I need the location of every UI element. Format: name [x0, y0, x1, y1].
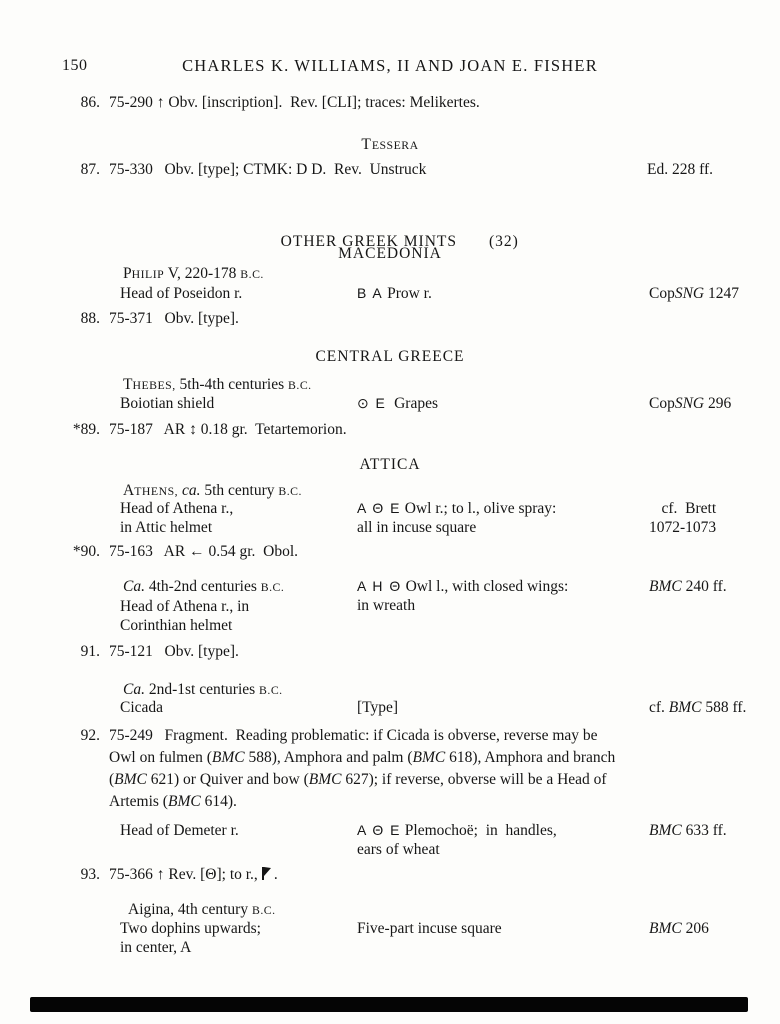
entry-number: *90. — [72, 543, 100, 560]
reverse-line: A H Θ Owl l., with closed wings: — [357, 578, 569, 595]
heading-macedonia: MACEDONIA — [338, 245, 442, 262]
scan-artifact-bar — [30, 997, 748, 1012]
obverse-line: in Attic helmet — [120, 519, 213, 536]
reverse-description — [357, 821, 649, 859]
running-title: CHARLES K. WILLIAMS, II AND JOAN E. FISHER — [182, 56, 598, 75]
entry-number: 92. — [80, 727, 100, 744]
reference: cf. BMC 588 ff. — [649, 699, 747, 716]
coin-row-aigina — [120, 919, 780, 957]
coin-row-thebes — [120, 394, 780, 413]
entry-92 — [62, 725, 780, 813]
entry-86 — [62, 93, 780, 112]
pennant-right-icon — [262, 867, 272, 880]
issuer-thebes: THEBES, 5th-4th centuries B.C. — [123, 376, 312, 393]
heading-central-greece: CENTRAL GREECE — [315, 348, 465, 365]
reverse-line: A Θ E Owl r.; to l., olive spray: — [357, 500, 557, 517]
reference — [649, 499, 780, 537]
entry-text — [109, 865, 278, 884]
obverse-description: Boiotian shield — [120, 395, 215, 412]
reverse-description: [Type] — [357, 699, 399, 716]
entry-number: 86. — [80, 94, 100, 111]
entry-reference: Ed. 228 ff. — [646, 161, 713, 178]
coin-row-athens-4th-2nd — [120, 577, 780, 635]
reverse-description: Five-part incuse square — [357, 920, 502, 937]
entry-number: 93. — [80, 866, 100, 883]
entry-88 — [62, 309, 780, 328]
reverse-description: B A Prow r. — [357, 285, 432, 302]
entry-text: 75-121 Obv. [type]. — [109, 643, 239, 660]
heading-attica: ATTICA — [359, 456, 421, 473]
entry-number: 91. — [80, 643, 100, 660]
entry-89 — [62, 420, 780, 439]
coin-row-cicada — [120, 698, 780, 717]
coin-row-athens-5th — [120, 499, 780, 537]
reference-line: cf. Brett — [661, 500, 717, 517]
heading-count: (32) — [488, 233, 519, 250]
entry-number: *89. — [72, 421, 100, 438]
obverse-description — [120, 577, 357, 635]
reference-line: 1072-1073 — [649, 519, 717, 536]
entry-text: 75-290 ↑ Obv. [inscription]. Rev. [CLI]; traces: Melikertes. — [109, 94, 480, 111]
entry-text-after: . — [273, 866, 278, 883]
reference: CopSNG 296 — [649, 395, 732, 412]
heading-title: OTHER GREEK MINTS — [280, 233, 457, 250]
entry-text: 75-163 AR ← 0.54 gr. Obol. — [109, 543, 299, 560]
coin-row-philip — [120, 284, 780, 303]
entry-93 — [62, 865, 780, 884]
entry-text: 75-371 Obv. [type]. — [109, 310, 239, 327]
entry-text: 75-330 Obv. [type]; CTMK: D D. Rev. Unstruck — [109, 161, 427, 178]
issuer-athens-5th: ATHENS, ca. 5th century B.C. — [123, 482, 302, 499]
entry-text: 75-187 AR ↕ 0.18 gr. Tetartemorion. — [109, 421, 347, 438]
entry-87 — [62, 160, 780, 179]
issuer-aigina: Aigina, 4th century B.C. — [128, 901, 276, 918]
entry-text-before: 75-366 ↑ Rev. [Θ]; to r., — [109, 866, 258, 883]
issuer-line: Ca. 4th-2nd centuries B.C. — [123, 578, 285, 595]
page-number: 150 — [62, 57, 88, 74]
obverse-line: Head of Athena r., — [120, 500, 234, 517]
entry-number: 88. — [80, 310, 100, 327]
issuer-athens-2nd-1st: Ca. 2nd-1st centuries B.C. — [123, 681, 283, 698]
reverse-description — [357, 577, 649, 615]
reference: BMC 206 — [649, 920, 709, 937]
reverse-line: A Θ E Plemochoë; in handles, — [357, 822, 557, 839]
reverse-line: in wreath — [357, 597, 416, 614]
reference: CopSNG 1247 — [649, 285, 740, 302]
obverse-line: in center, A — [120, 939, 192, 956]
reverse-line: all in incuse square — [357, 519, 477, 536]
reverse-description: ⊙ E Grapes — [357, 395, 439, 412]
obverse-line: Corinthian helmet — [120, 617, 233, 634]
obverse-line: Head of Athena r., in — [120, 598, 250, 615]
obverse-description — [120, 499, 357, 537]
entry-91 — [62, 642, 780, 661]
coin-row-demeter — [120, 821, 780, 859]
reverse-description — [357, 499, 649, 537]
entry-text: 75-249 Fragment. Reading problematic: if Cicada is obverse, reverse may be Owl on fulmen (BMC 588), Amphora and palm (BMC 618), Amphora and branch (BMC 621) or Quiver and bow (BMC 627); if reverse, obverse will be a Head of Artemis (BMC 614). — [109, 727, 620, 810]
entry-90 — [62, 542, 780, 561]
entry-number: 87. — [80, 161, 100, 178]
reference: BMC 240 ff. — [649, 578, 727, 595]
reference: BMC 633 ff. — [649, 822, 727, 839]
heading-tessera: TESSERA — [361, 136, 419, 153]
issuer-philip-v: PHILIP V, 220-178 B.C. — [123, 265, 264, 282]
obverse-description: Head of Poseidon r. — [120, 285, 243, 302]
obverse-description: Head of Demeter r. — [120, 822, 239, 839]
obverse-description: Cicada — [120, 699, 164, 716]
obverse-line: Two dophins upwards; — [120, 920, 261, 937]
reverse-line: ears of wheat — [357, 841, 440, 858]
obverse-description — [120, 919, 357, 957]
